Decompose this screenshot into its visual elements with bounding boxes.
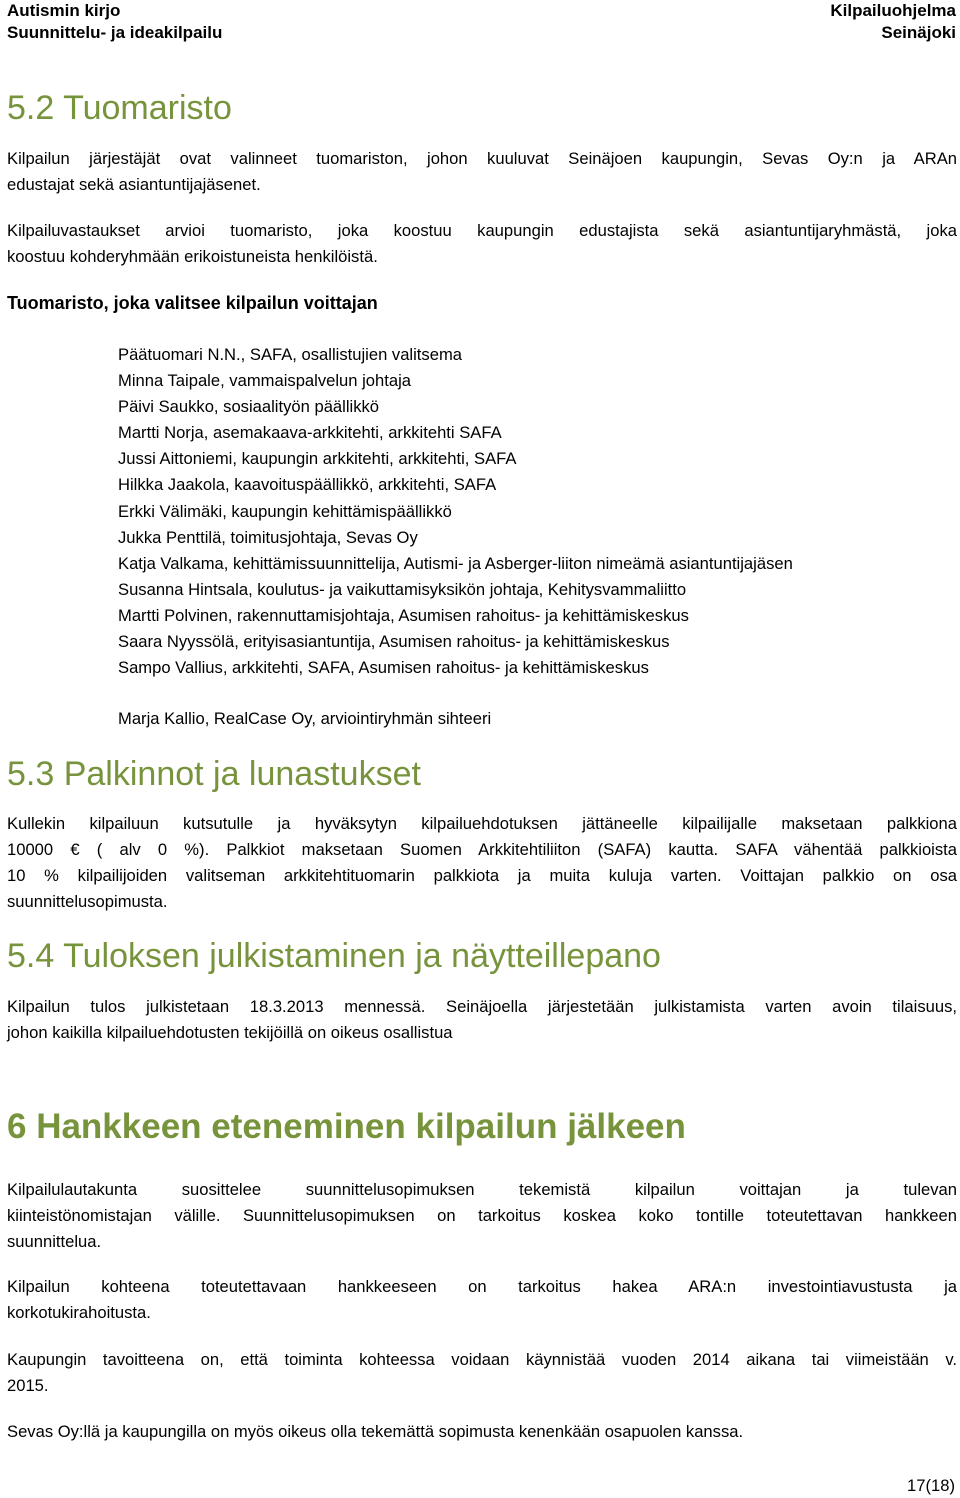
s53-paragraph: Kullekin kilpailuun kutsutulle ja hyväksytyn kilpailuehdotuksen jättäneelle kilpailijalle maksetaan palkkiona 10000 € ( alv 0 %). Palkkiot maksetaan Suomen Arkkitehtiliiton (SAFA) kautta. SAFA vähentää palkkioista 10 % kilpailijoiden valitseman arkkitehtituomarin palkkiota ja muita kuluja varten. Voittajan palkkio on osa suunnittelusopimusta. bbox=[7, 814, 957, 911]
s52-paragraph-1: Kilpailun järjestäjät ovat valinneet tuomariston, johon kuuluvat Seinäjoen kaupungin, Sevas Oy:n ja ARAn edustajat sekä asiantuntijajäsenet. bbox=[7, 149, 957, 194]
header-doc-subtitle: Suunnittelu- ja ideakilpailu bbox=[7, 23, 223, 42]
section-6-heading: 6 Hankkeen eteneminen kilpailun jälkeen bbox=[7, 1107, 686, 1146]
s6-paragraph-2: Kilpailun kohteena toteutettavaan hankkeeseen on tarkoitus hakea ARA:n investointiavustusta ja korkotukirahoitusta. bbox=[7, 1277, 957, 1322]
jury-member: Susanna Hintsala, koulutus- ja vaikuttamisyksikön johtaja, Kehitysvammaliitto bbox=[118, 579, 687, 599]
jury-member: Jukka Penttilä, toimitusjohtaja, Sevas Oy bbox=[118, 527, 418, 547]
header-left bbox=[7, 0, 222, 44]
page-number: 17(18) bbox=[907, 1476, 955, 1495]
jury-secretary: Marja Kallio, RealCase Oy, arviointiryhmän sihteeri bbox=[118, 709, 492, 728]
jury-member: Minna Taipale, vammaispalvelun johtaja bbox=[118, 371, 412, 391]
s6-paragraph-3: Kaupungin tavoitteena on, että toiminta kohteessa voidaan käynnistää vuoden 2014 aikana tai viimeistään v. 2015. bbox=[7, 1350, 957, 1395]
jury-member: Martti Norja, asemakaava-arkkitehti, arkkitehti SAFA bbox=[118, 423, 502, 443]
header-location: Seinäjoki bbox=[881, 23, 956, 42]
s52-paragraph-2: Kilpailuvastaukset arvioi tuomaristo, joka koostuu kaupungin edustajista sekä asiantuntijaryhmästä, joka koostuu kohderyhmään erikoistuneista henkilöistä. bbox=[7, 221, 957, 266]
section-5-4-heading: 5.4 Tuloksen julkistaminen ja näytteillepano bbox=[7, 937, 661, 975]
header-program-title: Kilpailuohjelma bbox=[830, 1, 956, 20]
section-5-2-heading: 5.2 Tuomaristo bbox=[7, 89, 232, 127]
s6-paragraph-4: Sevas Oy:llä ja kaupungilla on myös oikeus olla tekemättä sopimusta kenenkään osapuolen kanssa. bbox=[7, 1422, 744, 1441]
jury-member: Katja Valkama, kehittämissuunnittelija, Autismi- ja Asberger-liiton nimeämä asiantuntijajäsen bbox=[118, 553, 793, 573]
s6-paragraph-1: Kilpailulautakunta suosittelee suunnittelusopimuksen tekemistä kilpailun voittajan ja tulevan kiinteistönomistajan välille. Suunnittelusopimuksen on tarkoitus koskea koko tontille toteutettavan hankkeen suunnittelua. bbox=[7, 1180, 957, 1251]
jury-member: Päätuomari N.N., SAFA, osallistujien valitsema bbox=[118, 345, 462, 364]
jury-member: Hilkka Jaakola, kaavoituspäällikkö, arkkitehti, SAFA bbox=[118, 475, 497, 495]
jury-member: Jussi Aittoniemi, kaupungin arkkitehti, arkkitehti, SAFA bbox=[118, 449, 517, 469]
s54-paragraph: Kilpailun tulos julkistetaan 18.3.2013 mennessä. Seinäjoella järjestetään julkistamista varten avoin tilaisuus, johon kaikilla kilpailuehdotusten tekijöillä on oikeus osallistua bbox=[7, 997, 957, 1042]
jury-member: Saara Nyyssölä, erityisasiantuntija, Asumisen rahoitus- ja kehittämiskeskus bbox=[118, 632, 670, 652]
section-5-3-heading: 5.3 Palkinnot ja lunastukset bbox=[7, 755, 421, 793]
jury-member: Erkki Välimäki, kaupungin kehittämispäällikkö bbox=[118, 501, 452, 521]
jury-member: Sampo Vallius, arkkitehti, SAFA, Asumisen rahoitus- ja kehittämiskeskus bbox=[118, 658, 649, 678]
jury-member: Päivi Saukko, sosiaalityön päällikkö bbox=[118, 397, 380, 417]
jury-member: Martti Polvinen, rakennuttamisjohtaja, Asumisen rahoitus- ja kehittämiskeskus bbox=[118, 605, 689, 625]
header-doc-title: Autismin kirjo bbox=[7, 1, 121, 20]
jury-subheading: Tuomaristo, joka valitsee kilpailun voittajan bbox=[7, 293, 378, 313]
jury-member-list bbox=[118, 342, 793, 681]
header-right bbox=[830, 0, 956, 44]
